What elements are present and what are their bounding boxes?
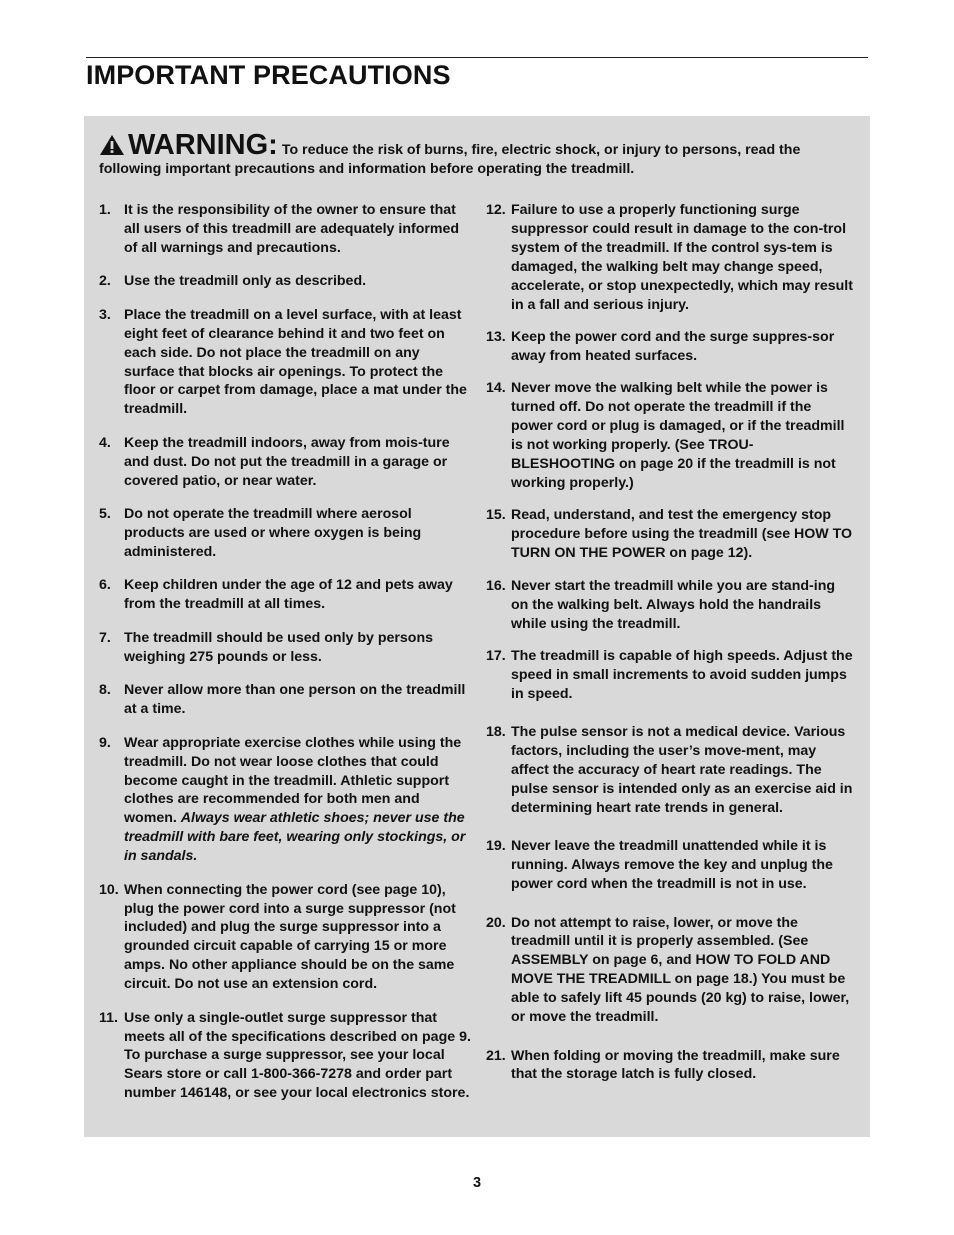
- precaution-item: [99, 434, 471, 491]
- precaution-body: When folding or moving the treadmill, make sure that the storage latch is fully closed.: [511, 1047, 840, 1083]
- precaution-number: 8.: [99, 682, 111, 699]
- precaution-number: 13.: [486, 329, 506, 346]
- precaution-number: 2.: [99, 273, 111, 290]
- precaution-body: It is the responsibility of the owner to ensure that all users of this treadmill are adequately informed of all warnings and precautions.: [124, 202, 460, 256]
- precaution-number: 5.: [99, 506, 111, 523]
- precaution-body: The treadmill is capable of high speeds. Adjust the speed in small increments to avoid sudden jumps in speed.: [511, 648, 853, 702]
- precaution-text: [511, 647, 855, 704]
- precaution-text: [124, 734, 471, 866]
- precaution-number: 12.: [486, 202, 506, 218]
- precaution-text: [511, 328, 855, 366]
- precaution-body: The treadmill should be used only by persons weighing 275 pounds or less.: [124, 629, 434, 665]
- precaution-number: 19.: [486, 838, 506, 855]
- precaution-number: 6.: [99, 577, 111, 594]
- precaution-text: [511, 914, 855, 1027]
- precaution-body: Keep children under the age of 12 and pets away from the treadmill at all times.: [124, 577, 453, 613]
- precaution-number: 20.: [486, 914, 506, 931]
- precaution-number: 10.: [99, 881, 119, 898]
- precaution-number: 4.: [99, 434, 111, 451]
- precaution-number: 1.: [99, 202, 111, 218]
- precaution-item: [99, 272, 471, 291]
- precaution-emphasis: Always wear athletic shoes; never use the treadmill with bare feet, wearing only stockings, or in sandals.: [124, 810, 466, 865]
- precaution-item: [99, 1009, 471, 1104]
- precaution-body: Do not operate the treadmill where aerosol products are used or where oxygen is being administered.: [124, 506, 422, 560]
- precaution-body: Never allow more than one person on the treadmill at a time.: [124, 682, 466, 718]
- precaution-text: [124, 306, 471, 419]
- precaution-body: Never leave the treadmill unattended while it is running. Always remove the key and unplug the power cord when the treadmill is not in use.: [511, 838, 833, 893]
- precaution-text: [511, 837, 855, 894]
- precaution-body: Keep the power cord and the surge suppres-sor away from heated surfaces.: [511, 329, 835, 364]
- precaution-item: [486, 201, 855, 314]
- precaution-number: 21.: [486, 1047, 506, 1064]
- precaution-item: [486, 914, 855, 1027]
- precaution-body: Failure to use a properly functioning surge suppressor could result in damage to the con-trol system of the treadmill. If the control sys-tem is damaged, the walking belt may change speed, accelerate, or stop unexpectedly, which may result in a fall and serious injury.: [511, 202, 853, 313]
- precaution-number: 14.: [486, 380, 506, 397]
- precaution-item: [99, 681, 471, 719]
- precaution-item: [99, 629, 471, 667]
- top-rule: [86, 57, 868, 58]
- precaution-number: 16.: [486, 577, 506, 594]
- page-title: IMPORTANT PRECAUTIONS: [86, 60, 451, 90]
- precaution-number: 7.: [99, 629, 111, 646]
- precaution-body: Keep the treadmill indoors, away from mois-ture and dust. Do not put the treadmill in a garage or covered patio, or near water.: [124, 434, 450, 489]
- precaution-text: [124, 881, 471, 994]
- page-number: 3: [472, 1175, 482, 1191]
- precaution-item: [486, 647, 855, 704]
- precaution-text: [124, 1009, 471, 1104]
- precaution-item: [486, 723, 855, 818]
- precaution-number: 11.: [99, 1009, 118, 1026]
- precaution-item: [486, 1047, 855, 1085]
- precaution-item: [99, 201, 471, 258]
- precaution-text: [124, 681, 471, 719]
- precautions-right-column: [486, 201, 855, 1104]
- precaution-text: [511, 1047, 855, 1085]
- precaution-body: Read, understand, and test the emergency stop procedure before using the treadmill (see HOW TO TURN ON THE POWER on page 12).: [511, 507, 853, 562]
- precaution-text: [124, 629, 471, 667]
- precaution-item: [99, 505, 471, 562]
- precaution-item: [486, 577, 855, 634]
- precaution-item: [99, 881, 471, 994]
- precaution-body: When connecting the power cord (see page 10), plug the power cord into a surge suppressor (not included) and plug the surge suppressor into a grounded circuit capable of carrying 15 or more amps. No other appliance should be on the same circuit. Do not use an extension cord.: [124, 881, 456, 993]
- warning-panel: [84, 116, 870, 1137]
- precaution-text: [511, 506, 855, 563]
- precaution-item: [99, 306, 471, 419]
- precaution-text: [124, 272, 471, 291]
- precautions-left-column: [99, 201, 471, 1103]
- precaution-text: [511, 379, 855, 492]
- precaution-body: Do not attempt to raise, lower, or move the treadmill until it is properly assembled. (See ASSEMBLY on page 6, and HOW TO FOLD AND MOVE THE TREADMILL on page 18.) You must be able to safely lift 45 pounds (20 kg) to raise, lower, or move the treadmill.: [511, 914, 850, 1026]
- precaution-body: Never move the walking belt while the power is turned off. Do not operate the treadmill if the power cord or plug is damaged, or if the treadmill is not working properly. (See TROU-BLESHOOTING on page 20 if the treadmill is not working properly.): [511, 380, 845, 491]
- precaution-body: Use the treadmill only as described.: [124, 273, 367, 290]
- precaution-item: [486, 379, 855, 492]
- precaution-body: Use only a single-outlet surge suppressor that meets all of the specifications described on page 9. To purchase a surge suppressor, see your local Sears store or call 1-800-366-7278 and order part number 146148, or see your local electronics store.: [124, 1009, 471, 1102]
- precaution-text: [124, 201, 471, 258]
- precaution-body: Never start the treadmill while you are stand-ing on the walking belt. Always hold the handrails while using the treadmill.: [511, 577, 836, 632]
- precaution-item: [99, 734, 471, 866]
- precaution-number: 15.: [486, 507, 506, 524]
- precaution-text: [511, 201, 855, 314]
- precaution-number: 17.: [486, 648, 506, 665]
- precaution-item: [486, 506, 855, 563]
- precaution-body: The pulse sensor is not a medical device. Various factors, including the user’s move-ment, may affect the accuracy of heart rate readings. The pulse sensor is intended only as an exercise aid in determining heart rate trends in general.: [511, 724, 853, 816]
- warning-text: To reduce the risk of burns, fire, electric shock, or injury to persons, read the following important precautions and information before operating the treadmill.: [99, 142, 801, 177]
- precaution-body: Place the treadmill on a level surface, with at least eight feet of clearance behind it and two feet on each side. Do not place the treadmill on any surface that blocks air openings. To protect the floor or carpet from damage, place a mat under the treadmill.: [124, 306, 467, 418]
- precaution-number: 3.: [99, 306, 111, 323]
- precaution-text: [511, 577, 855, 634]
- precaution-number: 18.: [486, 724, 506, 741]
- precaution-text: [511, 723, 855, 818]
- precaution-text: [124, 505, 471, 562]
- precaution-item: [486, 837, 855, 894]
- warning-header: [99, 130, 855, 179]
- precaution-text: [124, 576, 471, 614]
- precaution-item: [99, 576, 471, 614]
- precaution-item: [486, 328, 855, 366]
- warning-triangle-icon: [99, 134, 125, 156]
- precaution-body: Wear appropriate exercise clothes while using the treadmill. Do not wear loose clothes that could become caught in the treadmill. Athletic support clothes are recommended for both men and women.: [124, 734, 462, 827]
- precaution-text: [124, 434, 471, 491]
- warning-label: WARNING:: [128, 129, 278, 161]
- precaution-number: 9.: [99, 734, 111, 751]
